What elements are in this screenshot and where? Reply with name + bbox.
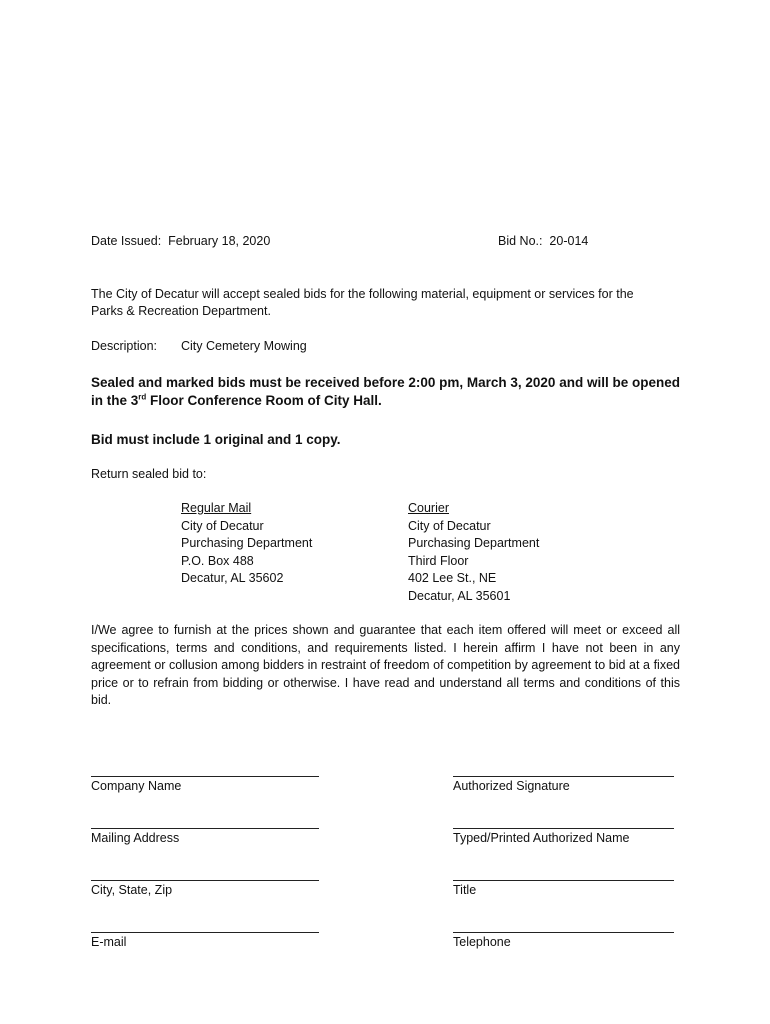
courier-line: Purchasing Department	[408, 536, 540, 550]
company-name-line	[91, 776, 319, 777]
description-value: City Cemetery Mowing	[181, 339, 307, 353]
bid-number	[498, 234, 588, 248]
printed-name-line	[453, 828, 674, 829]
date-issued-value: February 18, 2020	[168, 234, 271, 248]
deadline-line-2-pre: in the 3	[91, 393, 139, 408]
intro-line-2: Parks & Recreation Department.	[91, 304, 271, 318]
email-line	[91, 932, 319, 933]
agreement-paragraph: I/We agree to furnish at the prices shown and guarantee that each item offered will meet or exceed all specifications, terms and conditions, and requirements listed. I herein affirm I have not been in any agreement or collusion among bidders in restraint of freedom of competition by agreement to bid at a fixed price or to refrain from bidding or otherwise. I have read and understand all terms and conditions of this bid.	[91, 623, 680, 707]
telephone-line	[453, 932, 674, 933]
regular-mail-line: P.O. Box 488	[181, 553, 254, 568]
regular-mail-heading: Regular Mail	[181, 501, 252, 515]
authorized-signature-label: Authorized Signature	[453, 779, 570, 793]
printed-name-label: Typed/Printed Authorized Name	[453, 831, 630, 845]
deadline-line-2	[91, 393, 382, 408]
regular-mail-address	[181, 500, 312, 588]
mailing-address-line	[91, 828, 319, 829]
bid-number-value: 20-014	[549, 234, 589, 248]
courier-address	[408, 500, 539, 605]
authorized-signature-line	[453, 776, 674, 777]
deadline-ordinal-suffix: rd	[138, 392, 147, 402]
deadline-line-1: Sealed and marked bids must be received before 2:00 pm, March 3, 2020 and will be opened	[91, 375, 680, 390]
city-state-zip-label: City, State, Zip	[91, 883, 173, 897]
courier-line: Decatur, AL 35601	[408, 588, 511, 603]
city-state-zip-line	[91, 880, 319, 881]
courier-heading: Courier	[408, 501, 449, 515]
title-line	[453, 880, 674, 881]
deadline-line-2-post: Floor Conference Room of City Hall.	[146, 393, 382, 408]
bid-number-label: Bid No.:	[498, 234, 543, 248]
mailing-address-label: Mailing Address	[91, 831, 180, 845]
intro-line-1: The City of Decatur will accept sealed bids for the following material, equipment or services for the	[91, 287, 634, 301]
date-issued	[91, 234, 270, 248]
description-label: Description:	[91, 339, 157, 353]
date-issued-label: Date Issued:	[91, 234, 162, 248]
title-label: Title	[453, 883, 477, 897]
regular-mail-line: Decatur, AL 35602	[181, 571, 284, 585]
company-name-label: Company Name	[91, 779, 182, 793]
courier-line: Third Floor	[408, 553, 469, 568]
telephone-label: Telephone	[453, 935, 511, 949]
return-label: Return sealed bid to:	[91, 467, 207, 481]
courier-line: City of Decatur	[408, 518, 491, 533]
courier-line: 402 Lee St., NE	[408, 571, 497, 585]
email-label: E-mail	[91, 935, 127, 949]
regular-mail-line: Purchasing Department	[181, 536, 313, 550]
copies-requirement: Bid must include 1 original and 1 copy.	[91, 432, 341, 447]
regular-mail-line: City of Decatur	[181, 518, 264, 533]
